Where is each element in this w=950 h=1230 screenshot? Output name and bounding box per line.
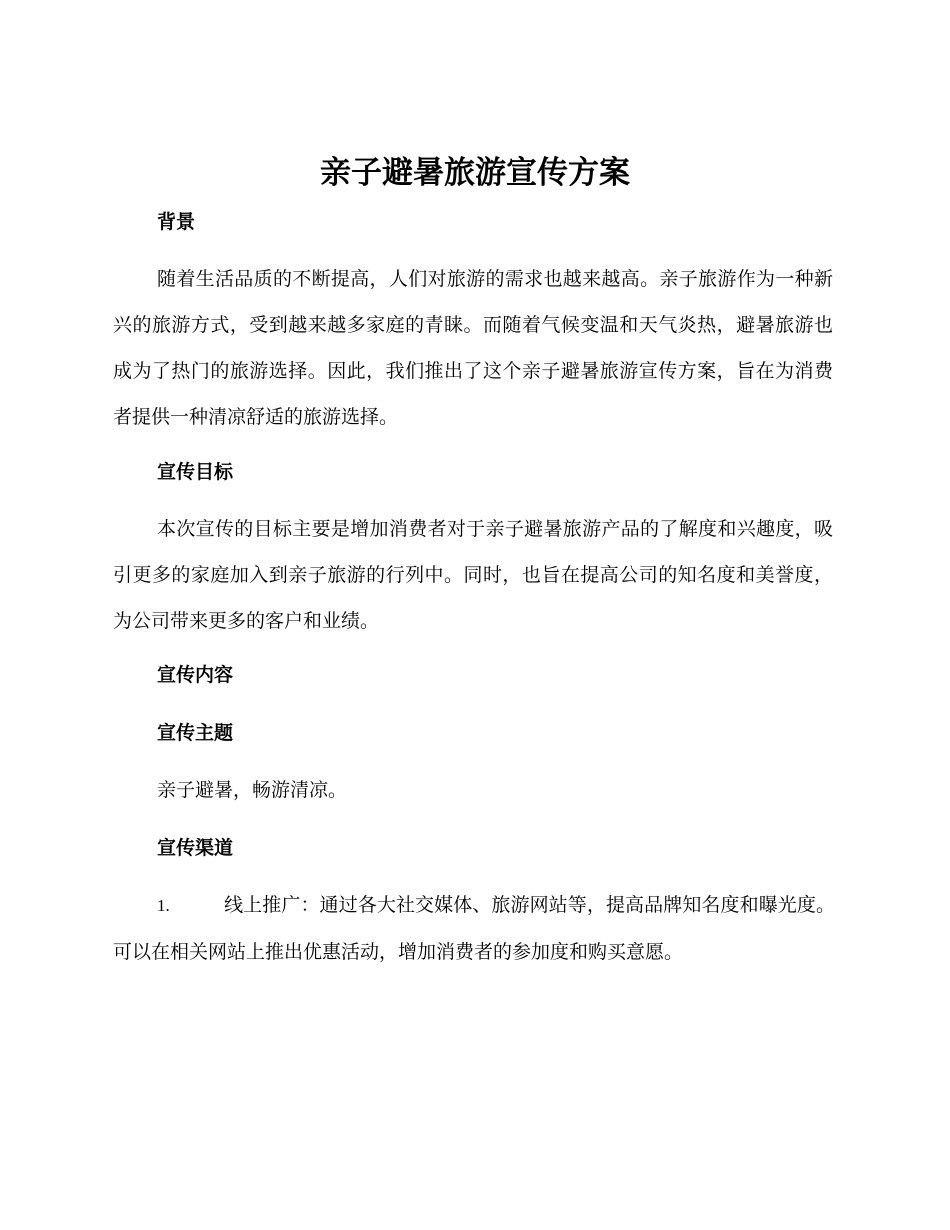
document-title: 亲子避暑旅游宣传方案 — [320, 155, 630, 191]
heading-background: 背景 — [157, 211, 196, 233]
heading-theme: 宣传主题 — [157, 722, 234, 744]
heading-channels: 宣传渠道 — [157, 837, 234, 859]
list-item-text: 线上推广：通过各大社交媒体、旅游网站等，提高品牌知名度和曝光度。可以在相关网站上推出优惠活动，增加消费者的参加度和购买意愿。 — [113, 894, 835, 963]
list-item — [113, 882, 835, 975]
theme-text: 亲子避暑，畅游清凉。 — [157, 779, 348, 801]
heading-goal: 宣传目标 — [157, 461, 234, 483]
heading-content: 宣传内容 — [157, 664, 234, 686]
paragraph-goal: 本次宣传的目标主要是增加消费者对于亲子避暑旅游产品的了解度和兴趣度，吸引更多的家庭加入到亲子旅游的行列中。同时，也旨在提高公司的知名度和美誉度，为公司带来更多的客户和业绩。 — [113, 518, 833, 632]
list-item-number: 1. — [157, 896, 170, 915]
paragraph-background: 随着生活品质的不断提高，人们对旅游的需求也越来越高。亲子旅游作为一种新兴的旅游方式，受到越来越多家庭的青睐。而随着气候变温和天气炎热，避暑旅游也成为了热门的旅游选择。因此，我们推出了这个亲子避暑旅游宣传方案，旨在为消费者提供一种清凉舒适的旅游选择。 — [113, 268, 833, 428]
